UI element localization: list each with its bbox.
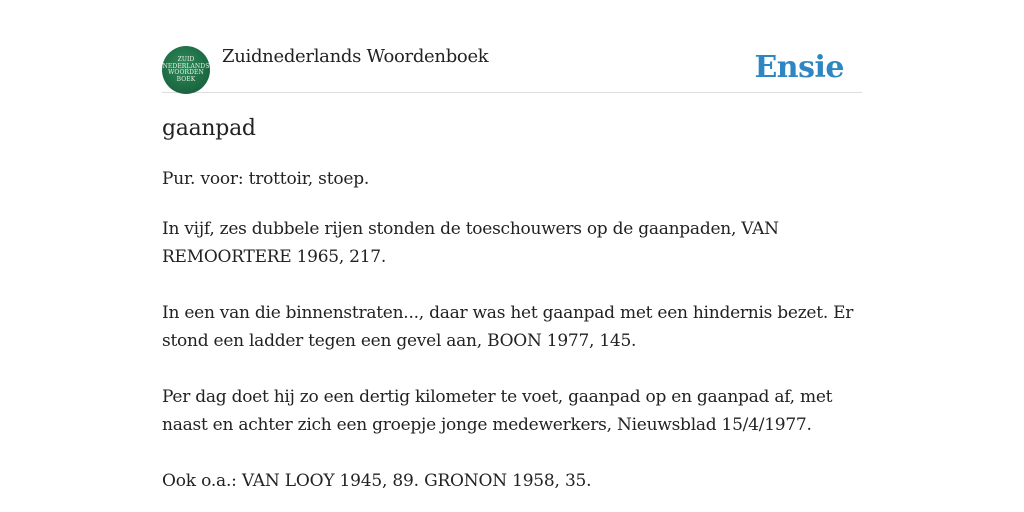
logo-text-line: NEDERLANDS [162, 62, 210, 70]
entry-headword: gaanpad [162, 116, 256, 141]
entry-quote: Per dag doet hij zo een dertig kilometer te voet, gaanpad op en gaanpad af, met naast en achter zich een groepje jonge medewerkers, Nieuwsblad 15/4/1977. [162, 387, 833, 435]
site-header [162, 46, 862, 93]
ensie-brand-link[interactable]: Ensie [754, 50, 844, 85]
entry-quote: In vijf, zes dubbele rijen stonden de toeschouwers op de gaanpaden, VAN REMOORTERE 1965, 217. [162, 219, 779, 267]
logo-text-line: ZUID [177, 56, 195, 63]
logo-text-line: WOORDEN [168, 69, 204, 76]
entry-quote: In een van die binnenstraten..., daar was het gaanpad met een hindernis bezet. Er stond een ladder tegen een gevel aan, BOON 1977, 145. [162, 303, 854, 351]
entry-see-also: Ook o.a.: VAN LOOY 1945, 89. GRONON 1958, 35. [162, 471, 592, 491]
dictionary-logo[interactable] [162, 46, 210, 94]
logo-text-line: BOEK [176, 75, 196, 83]
entry-definition: Pur. voor: trottoir, stoep. [162, 169, 370, 189]
dictionary-title-link[interactable]: Zuidnederlands Woordenboek [222, 46, 489, 67]
